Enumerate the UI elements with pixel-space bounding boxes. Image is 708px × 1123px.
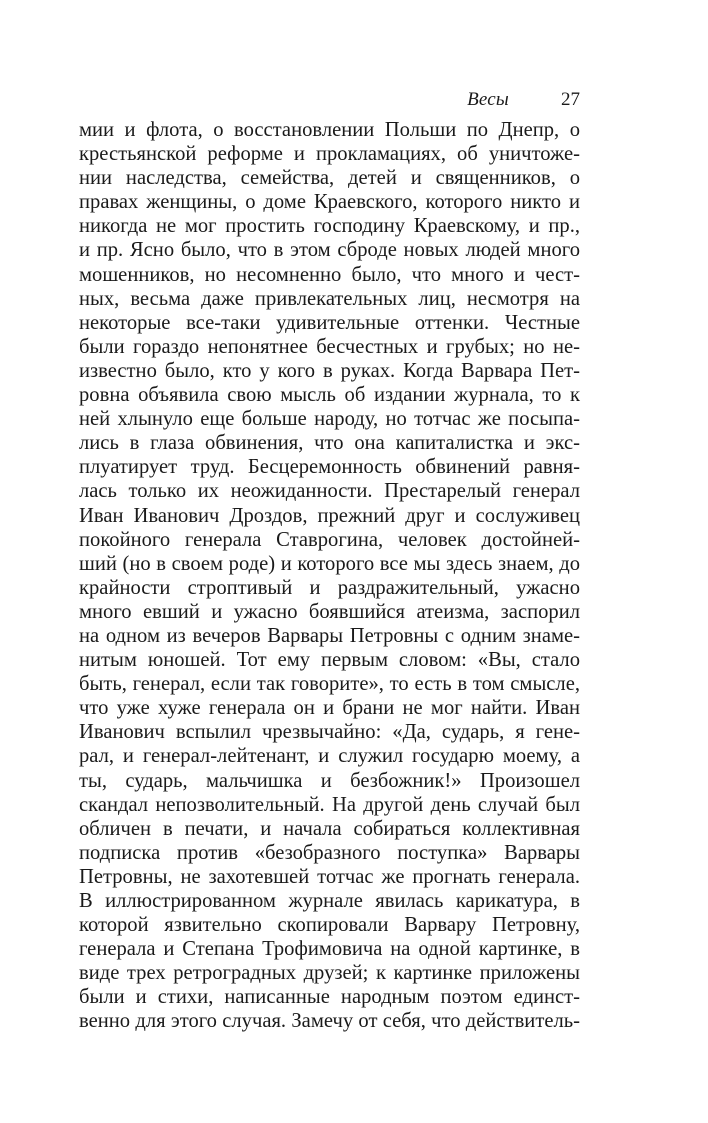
text-line: мии и флота, о восстановлении Польши по Днепр, о bbox=[79, 119, 580, 141]
text-line: были и стихи, написанные народным поэтом единст- bbox=[79, 986, 580, 1009]
text-line: быть, генерал, если так говорите», то есть в том смысле, bbox=[79, 673, 580, 696]
text-line: плуатирует труд. Бесцеремонность обвинений равня- bbox=[79, 456, 580, 479]
text-line: Петровны, не захотевшей тотчас же прогнать генерала. bbox=[79, 865, 580, 888]
text-line: нии наследства, семейства, детей и священников, о bbox=[79, 167, 580, 190]
text-line: ший (но в своем роде) и которого все мы здесь знаем, до bbox=[79, 552, 580, 575]
text-line: никогда не мог простить господину Краевскому, и пр., bbox=[79, 215, 580, 238]
text-line: генерала и Степана Трофимовича на одной картинке, в bbox=[79, 938, 580, 961]
text-line: крестьянской реформе и прокламациях, об уничтоже- bbox=[79, 143, 580, 166]
text-line: Иванович вспылил чрезвычайно: «Да, сударь, я гене- bbox=[79, 721, 580, 744]
text-line: мошенников, но несомненно было, что много и чест- bbox=[79, 263, 580, 286]
text-line: В иллюстрированном журнале явилась карикатура, в bbox=[79, 890, 580, 912]
text-line: подписка против «безобразного поступка» Варвары bbox=[79, 841, 580, 864]
text-line: скандал непозволительный. На другой день случай был bbox=[79, 793, 580, 816]
text-line: нитым юношей. Тот ему первым словом: «Вы, стало bbox=[79, 649, 580, 672]
text-line: много евший и ужасно боявшийся атеизма, заспорил bbox=[79, 600, 580, 623]
text-line: известно было, кто у кого в руках. Когда Варвара Пет- bbox=[79, 359, 580, 382]
text-line: правах женщины, о доме Краевского, которого никто и bbox=[79, 191, 580, 214]
text-line: лась только их неожиданности. Престарелый генерал bbox=[79, 480, 580, 503]
text-line: которой язвительно скопировали Варвару Петровну, bbox=[79, 914, 580, 937]
text-line: ней хлынуло еще больше народу, но тотчас же посыпа- bbox=[79, 408, 580, 431]
text-line: Иван Иванович Дроздов, прежний друг и сослуживец bbox=[79, 504, 580, 527]
text-line: рал, и генерал-лейтенант, и служил государю моему, а bbox=[79, 745, 580, 768]
page-number: 27 bbox=[561, 89, 580, 110]
body-text bbox=[79, 118, 580, 1034]
running-title: Весы bbox=[467, 89, 509, 110]
text-line: венно для этого случая. Замечу от себя, что действитель- bbox=[79, 1010, 580, 1033]
text-line: и пр. Ясно было, что в этом сброде новых людей много bbox=[79, 239, 580, 262]
text-line: лись в глаза обвинения, что она капиталистка и экс- bbox=[79, 432, 580, 455]
text-line: ты, сударь, мальчишка и безбожник!» Произошел bbox=[79, 769, 580, 792]
text-line: обличен в печати, и начала собираться коллективная bbox=[79, 817, 580, 840]
running-head bbox=[0, 87, 708, 113]
text-line: что уже хуже генерала он и брани не мог найти. Иван bbox=[79, 697, 580, 720]
text-line: некоторые все-таки удивительные оттенки. Честные bbox=[79, 311, 580, 334]
text-line: крайности строптивый и раздражительный, ужасно bbox=[79, 576, 580, 599]
text-line: покойного генерала Ставрогина, человек достойней- bbox=[79, 528, 580, 551]
text-line: ровна объявила свою мысль об издании журнала, то к bbox=[79, 384, 580, 407]
text-line: ных, весьма даже привлекательных лиц, несмотря на bbox=[79, 287, 580, 310]
text-line: на одном из вечеров Варвары Петровны с одним знаме- bbox=[79, 624, 580, 647]
text-line: были гораздо непонятнее бесчестных и грубых; но не- bbox=[79, 335, 580, 358]
text-line: виде трех ретроградных друзей; к картинке приложены bbox=[79, 962, 580, 985]
